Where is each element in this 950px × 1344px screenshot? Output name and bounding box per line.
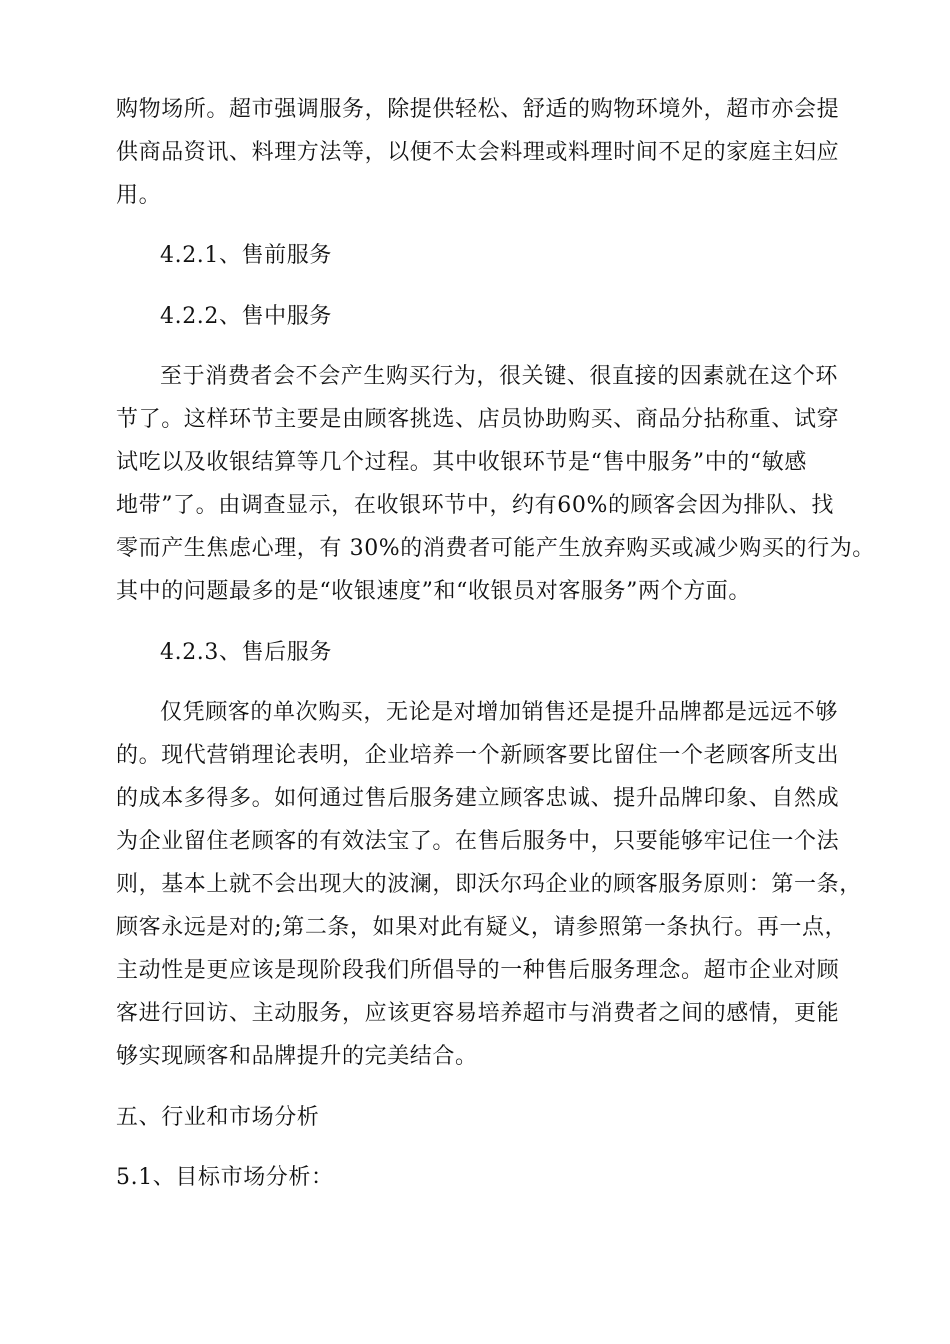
paragraph-3-line-2: 的。现代营销理论表明，企业培养一个新顾客要比留住一个老顾客所支出: [116, 743, 840, 768]
paragraph-3-line-3: 的成本多得多。如何通过售后服务建立顾客忠诚、提升品牌印象、自然成: [116, 786, 840, 811]
paragraph-3-line-8: 客进行回访、主动服务，应该更容易培养超市与消费者之间的感情，更能: [116, 1001, 840, 1026]
paragraph-1-line-1: 购物场所。超市强调服务，除提供轻松、舒适的购物环境外，超市亦会提: [116, 97, 840, 122]
paragraph-2-line-4: 地带”了。由调查显示，在收银环节中，约有60%的顾客会因为排队、找: [116, 493, 834, 518]
paragraph-3-line-1: 仅凭顾客的单次购买，无论是对增加销售还是提升品牌都是远远不够: [160, 700, 839, 725]
heading-4-2-1: 4.2.1、售前服务: [160, 243, 332, 268]
paragraph-3-line-6: 顾客永远是对的;第二条，如果对此有疑义，请参照第一条执行。再一点，: [116, 915, 848, 940]
paragraph-2-line-3: 试吃以及收银结算等几个过程。其中收银环节是“售中服务”中的“敏感: [116, 450, 807, 475]
paragraph-1-line-2: 供商品资讯、料理方法等，以便不太会料理或料理时间不足的家庭主妇应: [116, 140, 840, 165]
paragraph-1-line-3: 用。: [116, 183, 162, 208]
paragraph-3-line-7: 主动性是更应该是现阶段我们所倡导的一种售后服务理念。超市企业对顾: [116, 958, 840, 983]
paragraph-2-line-2: 节了。这样环节主要是由顾客挑选、店员协助购买、商品分拈称重、试穿: [116, 407, 840, 432]
section-5-title: 五、行业和市场分析: [116, 1105, 320, 1130]
paragraph-2-line-5: 零而产生焦虑心理，有 30%的消费者可能产生放弃购买或减少购买的行为。: [116, 536, 875, 561]
paragraph-2-line-1: 至于消费者会不会产生购买行为，很关键、很直接的因素就在这个环: [160, 364, 839, 389]
heading-4-2-2: 4.2.2、售中服务: [160, 304, 332, 329]
paragraph-3-line-4: 为企业留住老顾客的有效法宝了。在售后服务中，只要能够牢记住一个法: [116, 829, 840, 854]
heading-4-2-3: 4.2.3、售后服务: [160, 640, 332, 665]
paragraph-3-line-9: 够实现顾客和品牌提升的完美结合。: [116, 1044, 478, 1069]
paragraph-3-line-5: 则，基本上就不会出现大的波澜，即沃尔玛企业的顾客服务原则：第一条，: [116, 872, 862, 897]
section-5-1-title: 5.1、目标市场分析：: [116, 1165, 334, 1190]
paragraph-2-line-6: 其中的问题最多的是“收银速度”和“收银员对客服务”两个方面。: [116, 579, 751, 604]
